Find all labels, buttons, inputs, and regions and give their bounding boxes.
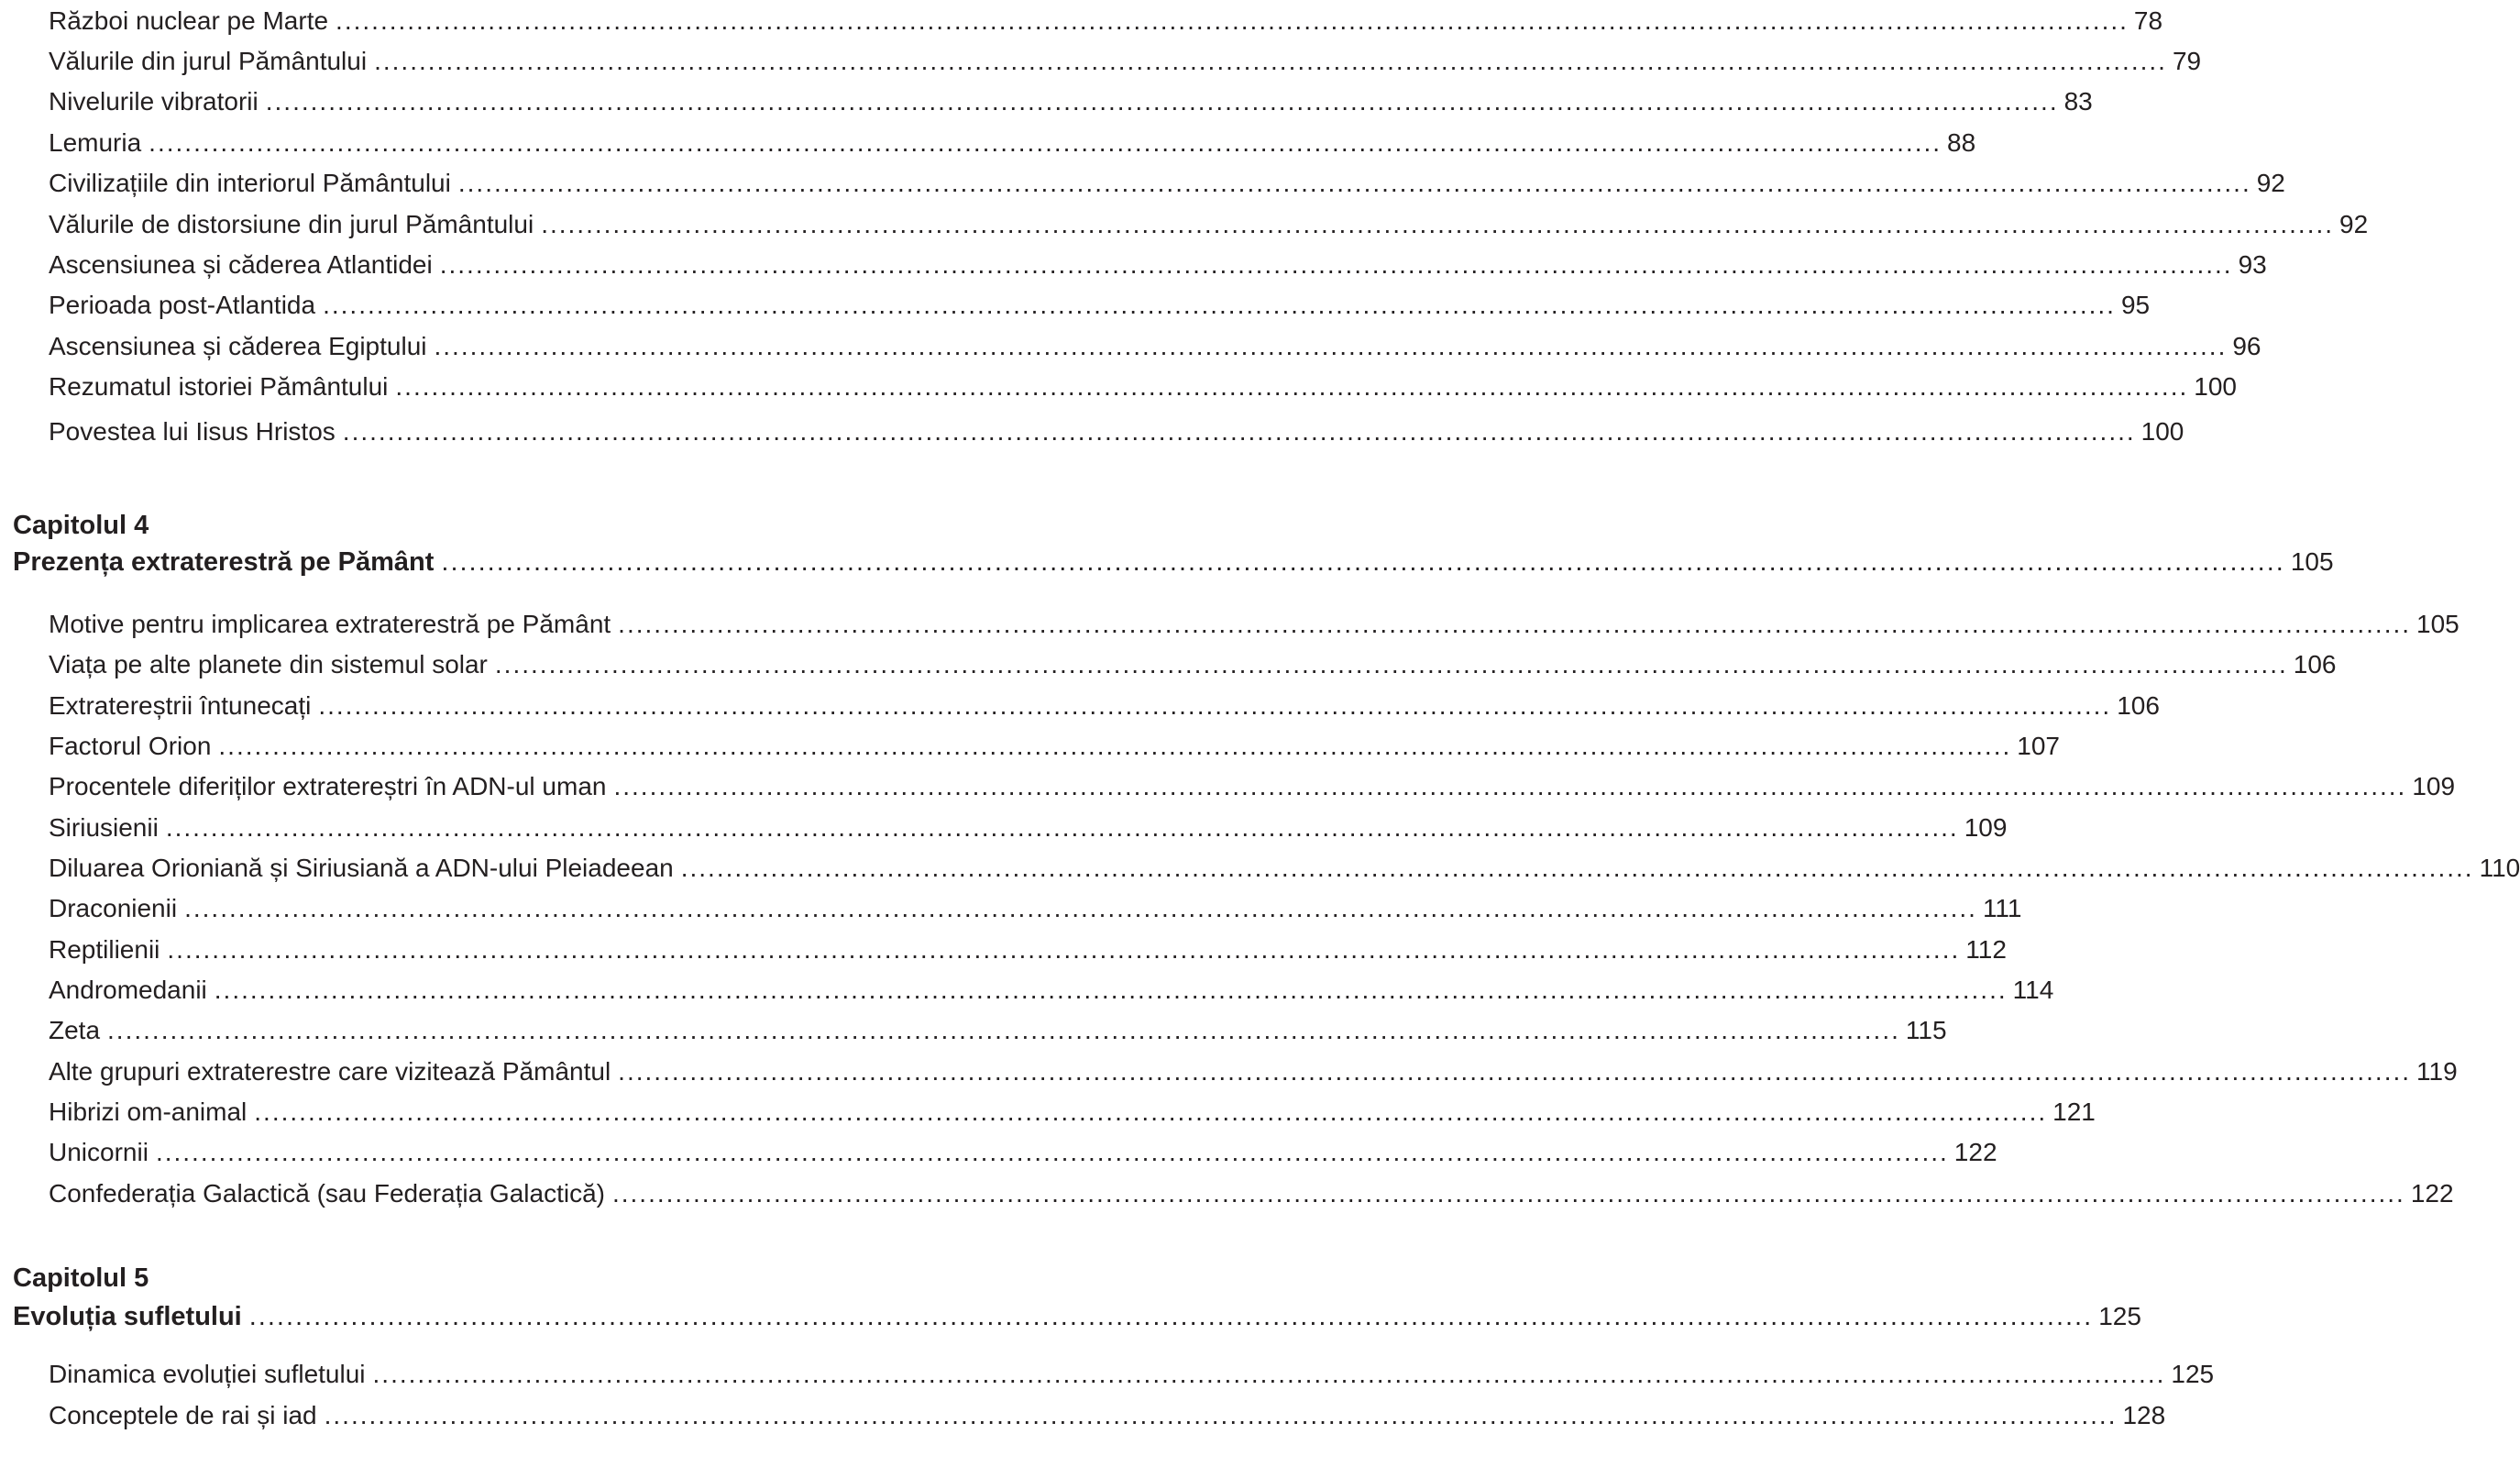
toc-entry-title: Reptilienii	[49, 935, 160, 964]
dot-leader: ........................................................................................................................................................................................................	[434, 332, 2228, 360]
toc-entry-page: 122	[1953, 1138, 1997, 1166]
dot-leader: ........................................................................................................................................................................................................	[372, 1360, 2166, 1388]
chapter-5-label: Capitolul 5	[13, 1263, 149, 1293]
toc-entry-page: 78	[2133, 6, 2163, 35]
toc-entry[interactable]	[49, 287, 2151, 324]
dot-leader: ........................................................................................................................................................................................................	[218, 732, 2012, 760]
toc-entry-title: Ascensiunea și căderea Atlantidei	[49, 250, 433, 279]
toc-entry-title: Factorul Orion	[49, 732, 212, 760]
toc-entry-title: Andromedanii	[49, 976, 207, 1004]
toc-entry[interactable]	[49, 850, 2520, 887]
dot-leader: ........................................................................................................................................................................................................	[324, 1401, 2118, 1429]
toc-entry-title: Conceptele de rai și iad	[49, 1401, 317, 1429]
dot-leader: ........................................................................................................................................................................................................	[441, 547, 2285, 577]
dot-leader: ........................................................................................................................................................................................................	[336, 6, 2129, 35]
toc-entry[interactable]	[49, 1094, 2096, 1131]
toc-entry[interactable]	[49, 247, 2267, 283]
toc-entry[interactable]	[49, 369, 2237, 405]
toc-entry-title: Confederația Galactică (sau Federația Galactică)	[49, 1179, 605, 1208]
toc-entry-page: 110	[2479, 854, 2520, 882]
toc-entry-title: Nivelurile vibratorii	[49, 87, 259, 116]
dot-leader: ........................................................................................................................................................................................................	[342, 417, 2136, 446]
toc-entry-title: Vălurile din jurul Pământului	[49, 47, 368, 75]
chapter-title: Evoluția sufletului	[13, 1302, 242, 1331]
toc-entry[interactable]	[49, 810, 2008, 846]
dot-leader: ........................................................................................................................................................................................................	[611, 1179, 2405, 1208]
toc-entry[interactable]	[49, 972, 2054, 1009]
toc-entry-page: 105	[2416, 610, 2459, 638]
toc-entry[interactable]	[49, 1397, 2166, 1434]
toc-entry-page: 100	[2140, 417, 2184, 446]
toc-entry-page: 119	[2416, 1057, 2458, 1086]
dot-leader: ........................................................................................................................................................................................................	[618, 1057, 2412, 1086]
dot-leader: ........................................................................................................................................................................................................	[374, 47, 2167, 75]
toc-entry-page: 106	[2117, 691, 2160, 720]
toc-entry-title: Ascensiunea și căderea Egiptului	[49, 332, 427, 360]
toc-entry-page: 128	[2122, 1401, 2166, 1429]
dot-leader: ........................................................................................................................................................................................................	[165, 813, 1959, 842]
toc-entry[interactable]	[49, 646, 2337, 683]
dot-leader: ........................................................................................................................................................................................................	[155, 1138, 1949, 1166]
dot-leader: ........................................................................................................................................................................................................	[323, 291, 2116, 319]
toc-entry[interactable]	[49, 125, 1976, 161]
toc-entry-title: Perioada post-Atlantida	[49, 291, 316, 319]
dot-leader: ........................................................................................................................................................................................................	[395, 372, 2189, 401]
chapter-4-heading[interactable]	[13, 544, 2334, 580]
toc-entry[interactable]	[49, 768, 2456, 805]
toc-entry-title: Dinamica evoluției sufletului	[49, 1360, 366, 1388]
dot-leader: ........................................................................................................................................................................................................	[541, 210, 2335, 238]
toc-entry-page: 114	[2012, 976, 2054, 1004]
dot-leader: ........................................................................................................................................................................................................	[107, 1016, 1900, 1044]
toc-entry-page: 88	[1947, 128, 1976, 157]
toc-entry-title: Procentele diferiților extratereștri în ADN-ul uman	[49, 772, 607, 800]
chapter-page: 125	[2098, 1302, 2141, 1330]
dot-leader: ........................................................................................................................................................................................................	[214, 976, 2008, 1004]
dot-leader: ........................................................................................................................................................................................................	[680, 854, 2474, 882]
dot-leader: ........................................................................................................................................................................................................	[184, 894, 1977, 922]
toc-entry[interactable]	[49, 83, 2093, 120]
toc-entry[interactable]	[49, 1012, 1947, 1049]
toc-entry-title: Motive pentru implicarea extraterestră pe Pământ	[49, 610, 611, 638]
toc-entry-page: 111	[1982, 894, 2022, 922]
toc-entry[interactable]	[49, 1053, 2458, 1090]
dot-leader: ........................................................................................................................................................................................................	[494, 650, 2288, 678]
toc-entry-page: 95	[2120, 291, 2151, 319]
toc-entry-title: Alte grupuri extraterestre care vizitează Pământul	[49, 1057, 611, 1086]
toc-entry-page: 96	[2232, 332, 2261, 360]
toc-entry-title: Zeta	[49, 1016, 101, 1044]
toc-entry-title: Diluarea Orioniană și Siriusiană a ADN-ului Pleiadeean	[49, 854, 674, 882]
toc-entry[interactable]	[49, 890, 2022, 927]
toc-entry[interactable]	[49, 606, 2459, 643]
chapter-title: Prezența extraterestră pe Pământ	[13, 547, 435, 577]
dot-leader: ........................................................................................................................................................................................................	[439, 250, 2233, 279]
toc-entry-page: 109	[1964, 813, 2008, 842]
dot-leader: ........................................................................................................................................................................................................	[167, 935, 1961, 964]
dot-leader: ........................................................................................................................................................................................................	[149, 128, 1942, 157]
toc-entry-page: 100	[2194, 372, 2237, 401]
chapter-5-heading[interactable]	[13, 1298, 2141, 1335]
toc-entry-page: 92	[2256, 169, 2285, 197]
toc-entry-page: 109	[2412, 772, 2456, 800]
toc-entry-page: 125	[2171, 1360, 2215, 1388]
toc-entry[interactable]	[49, 1175, 2454, 1212]
toc-entry[interactable]	[49, 728, 2060, 765]
toc-entry[interactable]	[49, 43, 2202, 80]
toc-entry-title: Lemuria	[49, 128, 142, 157]
toc-entry-title: Draconienii	[49, 894, 178, 922]
toc-entry-page: 83	[2063, 87, 2093, 116]
dot-leader: ........................................................................................................................................................................................................	[318, 691, 2112, 720]
dot-leader: ........................................................................................................................................................................................................	[457, 169, 2251, 197]
toc-entry-title: Rezumatul istoriei Pământului	[49, 372, 389, 401]
toc-entry-title: Hibrizi om-animal	[49, 1097, 248, 1126]
toc-entry-page: 112	[1965, 935, 2007, 964]
toc-entry[interactable]	[49, 3, 2163, 39]
dot-leader: ........................................................................................................................................................................................................	[265, 87, 2059, 116]
chapter-page: 105	[2290, 547, 2334, 576]
toc-entry-title: Povestea lui Iisus Hristos	[49, 417, 336, 446]
dot-leader: ........................................................................................................................................................................................................	[618, 610, 2412, 638]
toc-entry-page: 93	[2238, 250, 2267, 279]
toc-entry[interactable]	[49, 688, 2160, 724]
toc-entry[interactable]	[49, 1134, 1997, 1171]
toc-entry-title: Civilizațiile din interiorul Pământului	[49, 169, 451, 197]
dot-leader: ........................................................................................................................................................................................................	[248, 1302, 2094, 1331]
toc-entry-title: Unicornii	[49, 1138, 149, 1166]
toc-entry[interactable]	[49, 414, 2184, 450]
toc-entry-page: 115	[1905, 1016, 1947, 1044]
toc-entry-page: 121	[2052, 1097, 2096, 1126]
toc-entry[interactable]	[49, 932, 2007, 968]
toc-entry-title: Extratereștrii întunecați	[49, 691, 312, 720]
toc-entry-page: 106	[2293, 650, 2337, 678]
dot-leader: ........................................................................................................................................................................................................	[254, 1097, 2048, 1126]
toc-entry[interactable]	[49, 206, 2369, 243]
toc-entry-title: Război nuclear pe Marte	[49, 6, 329, 35]
toc-entry[interactable]	[49, 165, 2285, 202]
toc-entry[interactable]	[49, 1356, 2215, 1393]
toc-entry-title: Vălurile de distorsiune din jurul Pământului	[49, 210, 534, 238]
chapter-4-label: Capitolul 4	[13, 511, 149, 540]
toc-entry-page: 79	[2172, 47, 2202, 75]
dot-leader: ........................................................................................................................................................................................................	[613, 772, 2407, 800]
toc-entry-title: Siriusienii	[49, 813, 159, 842]
toc-entry-title: Viața pe alte planete din sistemul solar	[49, 650, 488, 678]
toc-entry[interactable]	[49, 328, 2261, 365]
toc-entry-page: 107	[2017, 732, 2060, 760]
toc-entry-page: 92	[2339, 210, 2369, 238]
toc-entry-page: 122	[2410, 1179, 2454, 1208]
